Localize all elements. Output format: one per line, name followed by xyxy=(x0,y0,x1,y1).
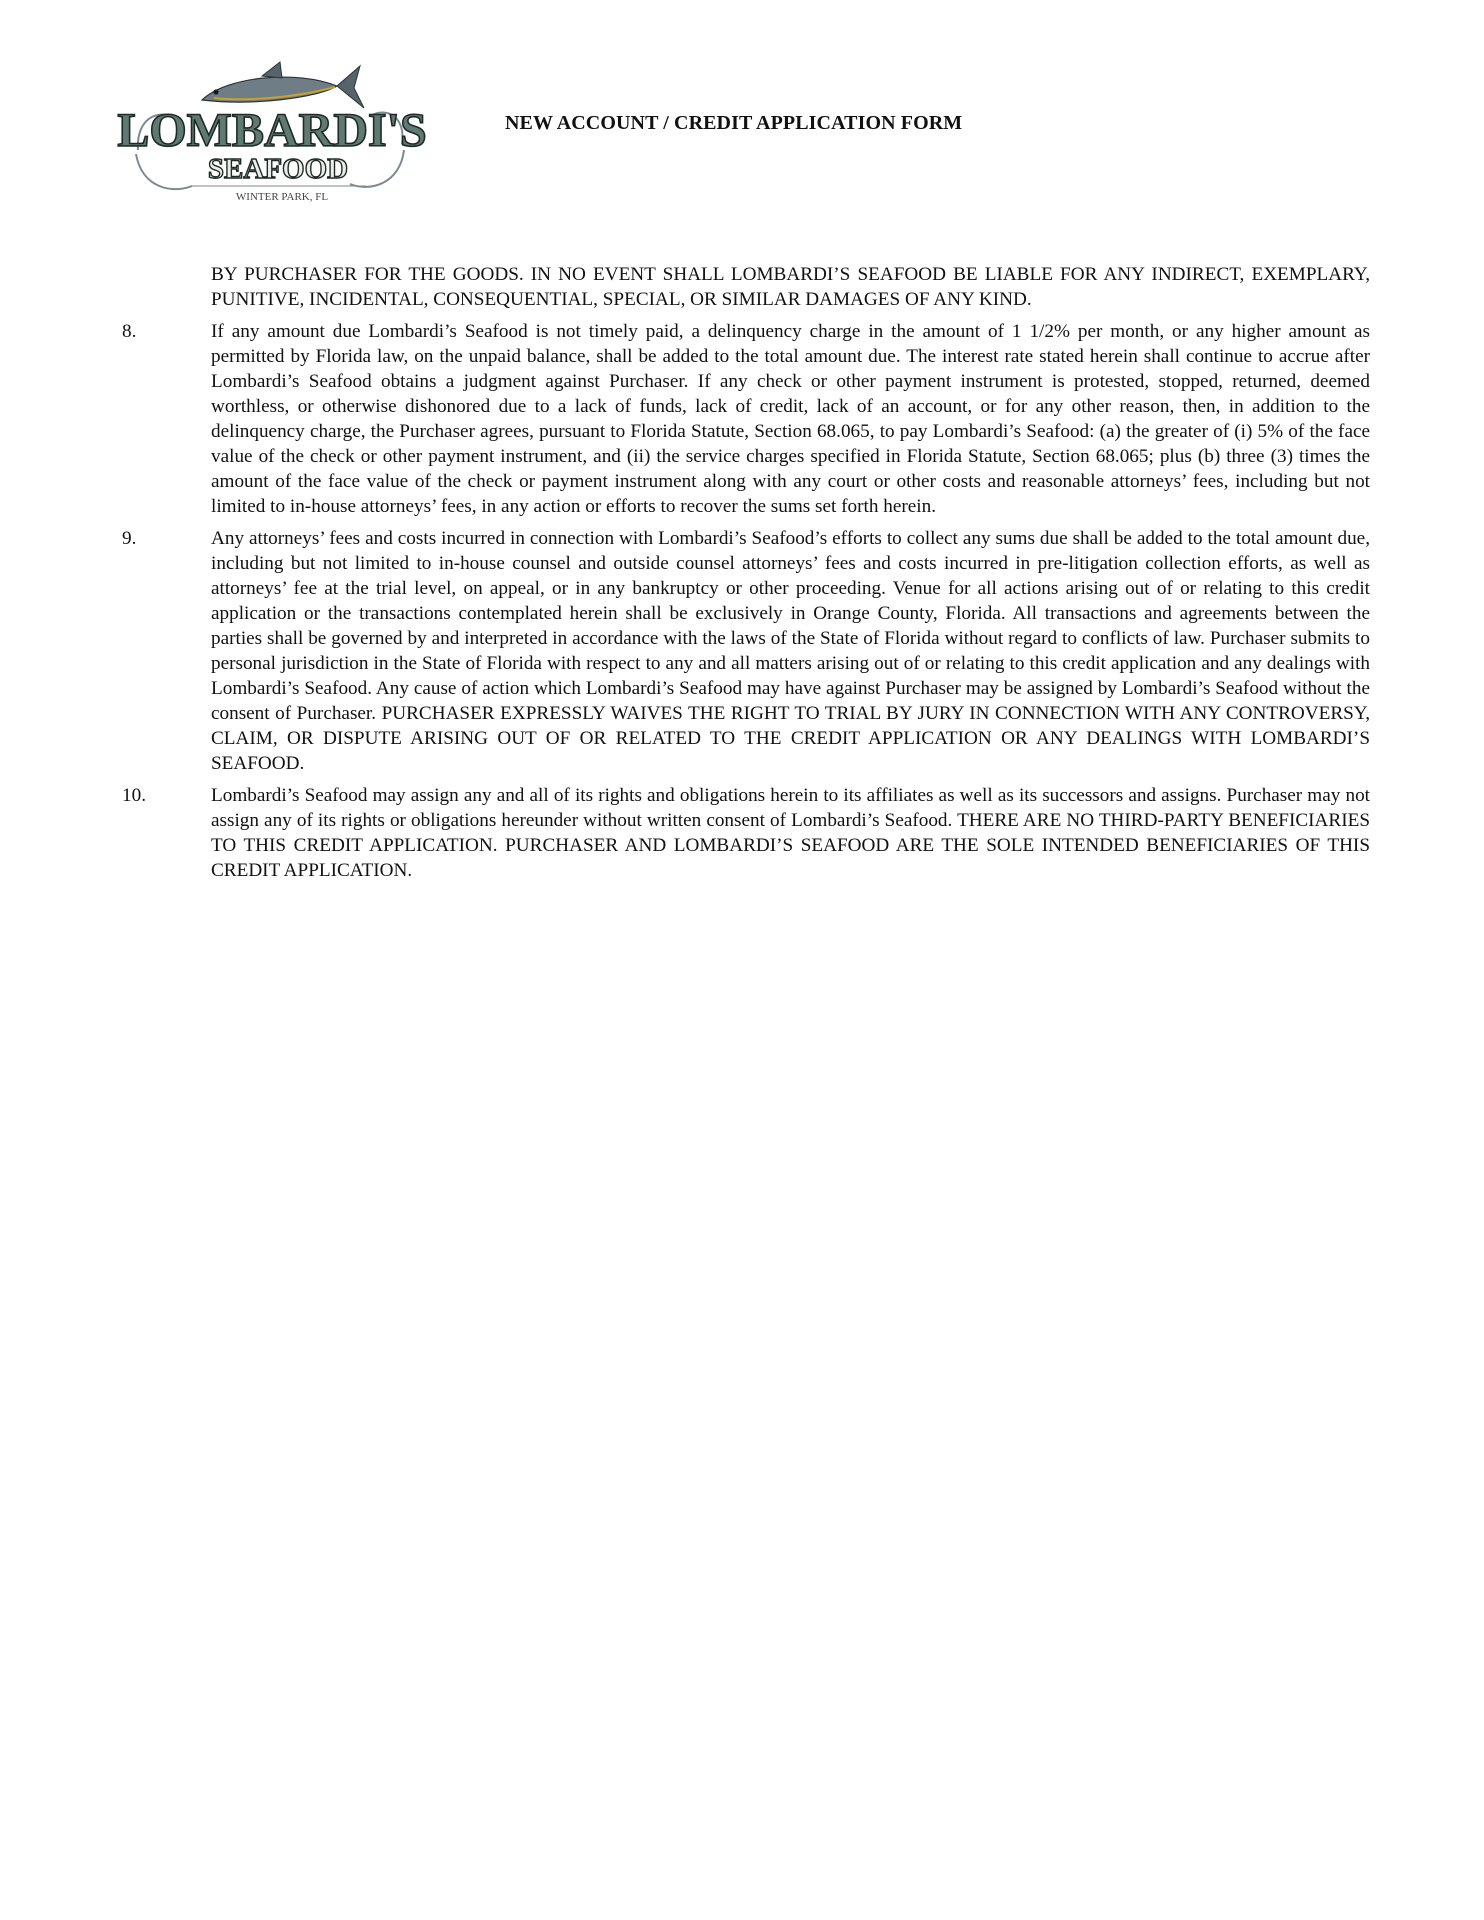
clause-8 xyxy=(122,319,1370,519)
lombardis-seafood-logo xyxy=(117,58,427,208)
terms-body xyxy=(122,262,1370,890)
logo-location: WINTER PARK, FL xyxy=(235,191,329,203)
logo-name: LOMBARDI'S xyxy=(117,104,427,157)
clause-9 xyxy=(122,526,1370,776)
clause-number: 10. xyxy=(122,785,146,806)
clause-text: Lombardi’s Seafood may assign any and all of its rights and obligations herein to its affiliates as well as its successors and assigns. Purchaser may not assign any of its rights or obligations hereunder without written consent of Lombardi’s Seafood. THERE ARE NO THIRD-PARTY BENEFICIARIES TO THIS CREDIT APPLICATION. PURCHASER AND LOMBARDI’S SEAFOOD ARE THE SOLE INTENDED BENEFICIARIES OF THIS CREDIT APPLICATION. xyxy=(211,785,1370,881)
clause-text: Any attorneys’ fees and costs incurred in connection with Lombardi’s Seafood’s efforts to collect any sums due shall be added to the total amount due, including but not limited to in-house counsel and outside counsel attorneys’ fees and costs incurred in pre-litigation collection efforts, as well as attorneys’ fee at the trial level, on appeal, or in any bankruptcy or other proceeding. Venue for all actions arising out of or relating to this credit application or the transactions contemplated herein shall be exclusively in Orange County, Florida. All transactions and agreements between the parties shall be governed by and interpreted in accordance with the laws of the State of Florida without regard to conflicts of law. Purchaser submits to personal jurisdiction in the State of Florida with respect to any and all matters arising out of or relating to this credit application and any dealings with Lombardi’s Seafood. Any cause of action which Lombardi’s Seafood may have against Purchaser may be assigned by Lombardi’s Seafood without the consent of Purchaser. PURCHASER EXPRESSLY WAIVES THE RIGHT TO TRIAL BY JURY IN CONNECTION WITH ANY CONTROVERSY, CLAIM, OR DISPUTE ARISING OUT OF OR RELATED TO THE CREDIT APPLICATION OR ANY DEALINGS WITH LOMBARDI’S SEAFOOD. xyxy=(211,528,1370,774)
tuna-fish-icon xyxy=(202,62,364,108)
company-logo xyxy=(117,58,427,208)
clause-10 xyxy=(122,783,1370,883)
form-title: NEW ACCOUNT / CREDIT APPLICATION FORM xyxy=(505,112,963,134)
clause-number: 9. xyxy=(122,528,137,549)
logo-subname: SEAFOOD xyxy=(207,153,349,185)
clause-text: If any amount due Lombardi’s Seafood is not timely paid, a delinquency charge in the amount of 1 1/2% per month, or any higher amount as permitted by Florida law, on the unpaid balance, shall be added to the total amount due. The interest rate stated herein shall continue to accrue after Lombardi’s Seafood obtains a judgment against Purchaser. If any check or other payment instrument is protested, stopped, returned, deemed worthless, or otherwise dishonored due to a lack of funds, lack of credit, lack of an account, or for any other reason, then, in addition to the delinquency charge, the Purchaser agrees, pursuant to Florida Statute, Section 68.065, to pay Lombardi’s Seafood: (a) the greater of (i) 5% of the face value of the check or other payment instrument, and (ii) the service charges specified in Florida Statute, Section 68.065; plus (b) three (3) times the amount of the face value of the check or payment instrument along with any court or other costs and reasonable attorneys’ fees, including but not limited to in-house attorneys’ fees, in any action or efforts to recover the sums set forth herein. xyxy=(211,321,1370,517)
continued-paragraph: BY PURCHASER FOR THE GOODS. IN NO EVENT SHALL LOMBARDI’S SEAFOOD BE LIABLE FOR ANY INDIRECT, EXEMPLARY, PUNITIVE, INCIDENTAL, CONSEQUENTIAL, SPECIAL, OR SIMILAR DAMAGES OF ANY KIND. xyxy=(211,264,1370,310)
clause-number: 8. xyxy=(122,321,137,342)
